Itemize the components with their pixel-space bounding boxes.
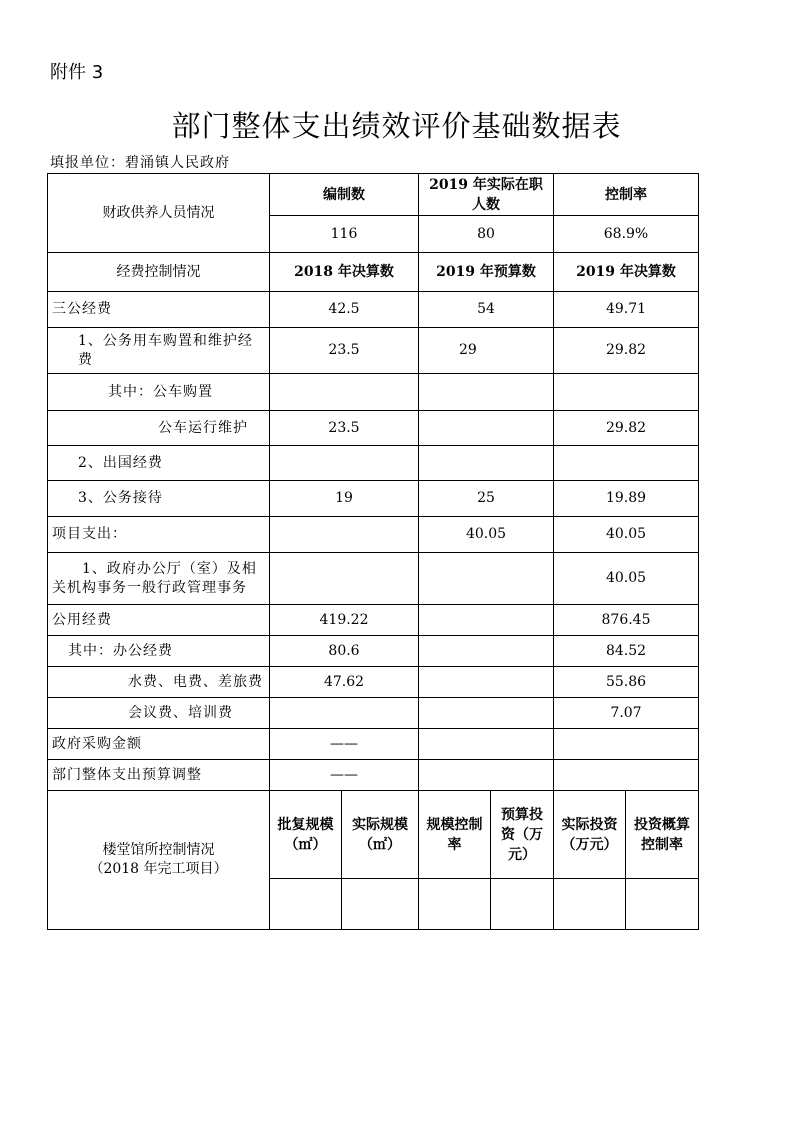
row-value-2019-final: 40.05 bbox=[554, 553, 699, 605]
row-value-2019-budget bbox=[419, 446, 554, 481]
row-value-2018-final: —— bbox=[270, 760, 419, 791]
staff-value-rate: 68.9% bbox=[554, 216, 699, 253]
row-value-2019-budget bbox=[419, 760, 554, 791]
row-value-2019-final: 7.07 bbox=[554, 698, 699, 729]
row-value-2018-final bbox=[270, 374, 419, 411]
row-value-2019-budget bbox=[419, 605, 554, 636]
table-row bbox=[48, 636, 699, 667]
row-label: 其中：公车购置 bbox=[48, 374, 270, 411]
row-label: 其中：办公经费 bbox=[48, 636, 270, 667]
header-2019-budget: 2019 年预算数 bbox=[419, 253, 554, 292]
staff-value-actual: 80 bbox=[419, 216, 554, 253]
staff-header-rate: 控制率 bbox=[554, 174, 699, 216]
row-value-2018-final bbox=[270, 698, 419, 729]
row-label: 1、政府办公厅（室）及相关机构事务一般行政管理事务 bbox=[48, 553, 270, 605]
table-row bbox=[48, 605, 699, 636]
building-header-approved-scale: 批复规模（㎡） bbox=[270, 791, 342, 879]
building-header-actual-scale: 实际规模（㎡） bbox=[342, 791, 419, 879]
row-label: 公用经费 bbox=[48, 605, 270, 636]
row-label: 项目支出： bbox=[48, 517, 270, 553]
row-value-2019-final: 29.82 bbox=[554, 328, 699, 374]
building-cell bbox=[419, 879, 491, 930]
building-control-title: 楼堂馆所控制情况 bbox=[102, 842, 215, 858]
row-label: 会议费、培训费 bbox=[48, 698, 270, 729]
row-value-2018-final bbox=[270, 446, 419, 481]
row-value-2019-final: 49.71 bbox=[554, 292, 699, 328]
row-label: 部门整体支出预算调整 bbox=[48, 760, 270, 791]
row-value-2018-final: 419.22 bbox=[270, 605, 419, 636]
table-row bbox=[48, 446, 699, 481]
row-value-2019-final: 876.45 bbox=[554, 605, 699, 636]
row-value-2019-final: 19.89 bbox=[554, 481, 699, 517]
row-value-2018-final bbox=[270, 517, 419, 553]
row-value-2019-budget: 54 bbox=[419, 292, 554, 328]
row-value-2019-budget: 25 bbox=[419, 481, 554, 517]
row-value-2018-final: 80.6 bbox=[270, 636, 419, 667]
table-row bbox=[48, 481, 699, 517]
row-value-2018-final: 47.62 bbox=[270, 667, 419, 698]
row-value-2019-budget bbox=[419, 729, 554, 760]
fill-unit: 填报单位：碧涌镇人民政府 bbox=[50, 155, 230, 171]
table-row bbox=[48, 760, 699, 791]
row-value-2019-budget bbox=[419, 411, 554, 446]
staff-value-quota: 116 bbox=[270, 216, 419, 253]
row-value-2019-final: 55.86 bbox=[554, 667, 699, 698]
building-header-scale-rate: 规模控制率 bbox=[419, 791, 491, 879]
row-value-2019-budget: 29 bbox=[419, 328, 554, 374]
row-value-2018-final: 42.5 bbox=[270, 292, 419, 328]
row-value-2019-budget: 40.05 bbox=[419, 517, 554, 553]
building-cell bbox=[626, 879, 699, 930]
row-label: 三公经费 bbox=[48, 292, 270, 328]
attachment-label: 附件 3 bbox=[50, 62, 104, 83]
row-value-2018-final: 19 bbox=[270, 481, 419, 517]
table-row bbox=[48, 374, 699, 411]
row-value-2019-final bbox=[554, 446, 699, 481]
staff-header-quota: 编制数 bbox=[270, 174, 419, 216]
table-row bbox=[48, 553, 699, 605]
table-row bbox=[48, 292, 699, 328]
building-header-budget-invest: 预算投资（万元） bbox=[491, 791, 554, 879]
row-label: 水费、电费、差旅费 bbox=[48, 667, 270, 698]
table-row bbox=[48, 517, 699, 553]
row-value-2019-final bbox=[554, 729, 699, 760]
row-value-2019-final bbox=[554, 760, 699, 791]
row-label: 2、出国经费 bbox=[48, 446, 270, 481]
row-value-2019-budget bbox=[419, 636, 554, 667]
row-value-2019-final: 84.52 bbox=[554, 636, 699, 667]
expense-control-label: 经费控制情况 bbox=[48, 253, 270, 292]
table-row bbox=[48, 328, 699, 374]
row-value-2019-budget bbox=[419, 667, 554, 698]
row-value-2019-final: 29.82 bbox=[554, 411, 699, 446]
row-value-2019-budget bbox=[419, 553, 554, 605]
row-value-2019-budget bbox=[419, 698, 554, 729]
building-control-label bbox=[48, 791, 270, 930]
building-cell bbox=[270, 879, 342, 930]
building-header-invest-rate: 投资概算控制率 bbox=[626, 791, 699, 879]
row-value-2018-final: 23.5 bbox=[270, 411, 419, 446]
row-value-2018-final bbox=[270, 553, 419, 605]
building-cell bbox=[491, 879, 554, 930]
table-row bbox=[48, 667, 699, 698]
row-value-2018-final: —— bbox=[270, 729, 419, 760]
row-value-2019-final bbox=[554, 374, 699, 411]
row-label: 1、公务用车购置和维护经费 bbox=[48, 328, 270, 374]
building-control-subtitle: （2018 年完工项目） bbox=[89, 861, 228, 877]
staff-label: 财政供养人员情况 bbox=[48, 174, 270, 253]
building-cell bbox=[342, 879, 419, 930]
row-value-2018-final: 23.5 bbox=[270, 328, 419, 374]
table-row bbox=[48, 729, 699, 760]
header-2019-final: 2019 年决算数 bbox=[554, 253, 699, 292]
table-row bbox=[48, 698, 699, 729]
header-2018-final: 2018 年决算数 bbox=[270, 253, 419, 292]
building-header-actual-invest: 实际投资（万元） bbox=[554, 791, 626, 879]
table-row bbox=[48, 411, 699, 446]
row-value-2019-budget bbox=[419, 374, 554, 411]
data-table bbox=[47, 173, 699, 930]
staff-header-actual: 2019 年实际在职人数 bbox=[419, 174, 554, 216]
row-value-2019-final: 40.05 bbox=[554, 517, 699, 553]
row-label: 公车运行维护 bbox=[48, 411, 270, 446]
row-label: 3、公务接待 bbox=[48, 481, 270, 517]
row-label: 政府采购金额 bbox=[48, 729, 270, 760]
page-title: 部门整体支出绩效评价基础数据表 bbox=[171, 109, 622, 143]
building-cell bbox=[554, 879, 626, 930]
